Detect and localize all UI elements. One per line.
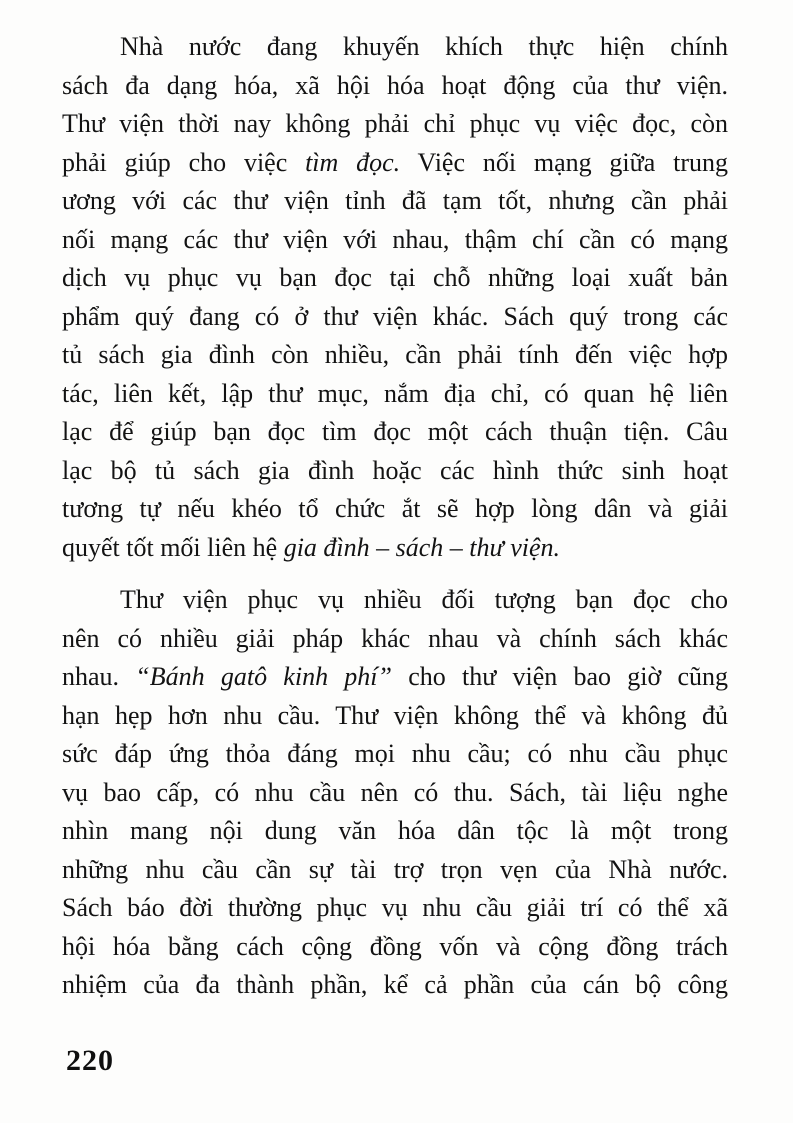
text-line: hội hóa bằng cách cộng đồng vốn và cộng đồng trách	[62, 931, 728, 961]
text-block	[62, 28, 728, 1005]
text-line: vụ bao cấp, có nhu cầu nên có thu. Sách, tài liệu nghe	[62, 777, 728, 807]
text-line: Thư viện thời nay không phải chỉ phục vụ việc đọc, còn	[62, 109, 728, 138]
text-line: sức đáp ứng thỏa đáng mọi nhu cầu; có nhu cầu phục	[62, 739, 728, 768]
text-line	[62, 144, 728, 183]
line-segment-italic: “Bánh gatô kinh phí”	[135, 662, 392, 691]
text-line	[62, 529, 728, 568]
text-line: hạn hẹp hơn nhu cầu. Thư viện không thể và không đủ	[62, 700, 728, 730]
text-line: dịch vụ phục vụ bạn đọc tại chỗ những loại xuất bản	[62, 263, 728, 292]
text-line: nối mạng các thư viện với nhau, thậm chí cần có mạng	[62, 224, 728, 254]
text-line: những nhu cầu cần sự tài trợ trọn vẹn của Nhà nước.	[62, 854, 728, 884]
text-line: ương với các thư viện tỉnh đã tạm tốt, nhưng cần phải	[62, 186, 728, 215]
line-segment: nhau.	[62, 662, 136, 691]
text-line: lạc bộ tủ sách gia đình hoặc các hình thức sinh hoạt	[62, 455, 728, 485]
line-segment: phải giúp cho việc	[62, 147, 306, 177]
text-line: tủ sách gia đình còn nhiều, cần phải tính đến việc hợp	[62, 340, 728, 369]
line-segment: Việc nối mạng giữa trung	[400, 147, 728, 177]
text-line: Thư viện phục vụ nhiều đối tượng bạn đọc cho	[120, 585, 728, 614]
line-segment: quyết tốt mối liên hệ	[62, 532, 284, 562]
line-segment-italic: gia đình – sách – thư viện.	[283, 532, 561, 562]
text-line: nhiệm của đa thành phần, kể cả phần của cán bộ công	[62, 970, 728, 999]
text-line: Nhà nước đang khuyến khích thực hiện chính	[120, 32, 728, 61]
text-line: lạc để giúp bạn đọc tìm đọc một cách thuận tiện. Câu	[62, 417, 728, 446]
line-segment-italic: tìm đọc.	[305, 147, 401, 177]
paragraph-2	[62, 581, 728, 1005]
text-line: sách đa dạng hóa, xã hội hóa hoạt động của thư viện.	[62, 70, 728, 100]
paragraph-1	[62, 28, 728, 567]
line-segment: cho thư viện bao giờ cũng	[391, 662, 729, 691]
text-line: nhìn mang nội dung văn hóa dân tộc là một trong	[62, 816, 728, 845]
text-line: nên có nhiều giải pháp khác nhau và chính sách khác	[62, 623, 728, 653]
text-line: tương tự nếu khéo tổ chức ắt sẽ hợp lòng dân và giải	[62, 494, 728, 523]
text-line: Sách báo đời thường phục vụ nhu cầu giải trí có thể xã	[62, 893, 728, 922]
text-line	[62, 658, 728, 697]
page-number: 220	[66, 1044, 114, 1077]
text-line: phẩm quý đang có ở thư viện khác. Sách quý trong các	[62, 301, 728, 331]
text-line: tác, liên kết, lập thư mục, nắm địa chỉ, có quan hệ liên	[62, 378, 728, 408]
